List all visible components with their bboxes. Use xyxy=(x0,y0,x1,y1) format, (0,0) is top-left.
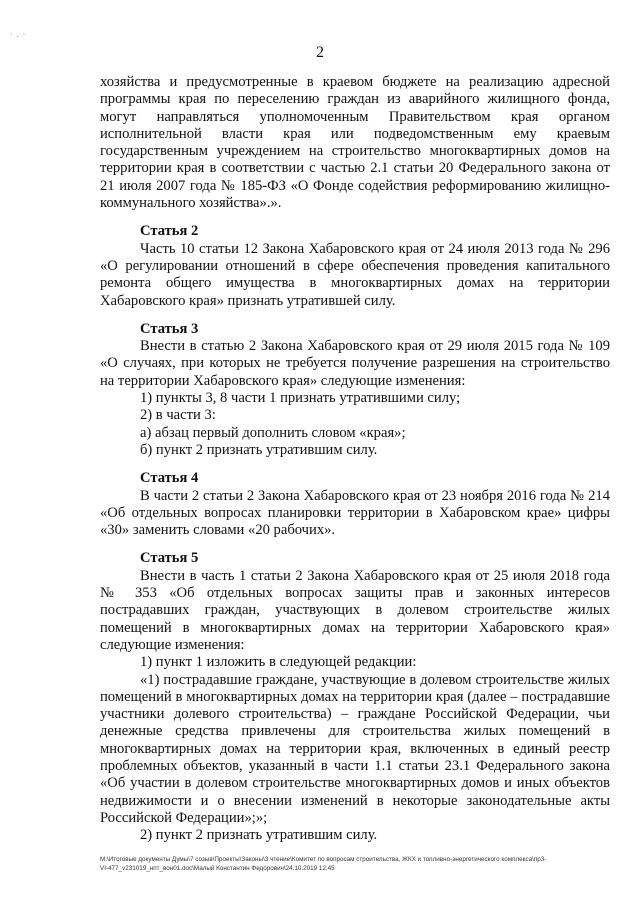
document-body xyxy=(100,74,610,844)
file-path-footer xyxy=(100,855,620,873)
article-3-item: 2) в части 3: xyxy=(140,407,216,424)
corner-mark: · . · xyxy=(10,30,27,39)
article-4-heading: Статья 4 xyxy=(140,470,199,487)
article-2-paragraph: Часть 10 статьи 12 Закона Хабаровского края от 24 июля 2013 года № 296 «О регулировании отношений в сфере обеспечения проведения капитального ремонта общего имущества в многоквартирных домах на территории Хабаровского края» признать утратившей силу. xyxy=(100,240,610,309)
intro-paragraph: хозяйства и предусмотренные в краевом бюджете на реализацию адресной программы края по переселению граждан из аварийного жилищного фонда, могут направляться уполномоченным Правительством края органом исполнительной власти края или подведомственным ему краевым государственным учреждением на строительство многоквартирных домов на территории края в соответствии с частью 2.1 статьи 20 Федерального закона от 21 июля 2007 года № 185-ФЗ «О Фонде содействия реформированию жилищно-коммунального хозяйства».». xyxy=(100,74,610,212)
article-3-subitem: б) пункт 2 признать утратившим силу. xyxy=(140,441,378,458)
article-5-quote: «1) пострадавшие граждане, участвующие в долевом строительстве жилых помещений в многоквартирных домах на территории края (далее – пострадавшие участники долевого строительства) – граждане Российской Федерации, чьи денежные средства привлечены для строительства жилых помещений в многоквартирных домах на территории края, включенных в единый реестр проблемных объектов, указанный в части 1.1 статьи 23.1 Федерального закона «Об участии в долевом строительстве многоквартирных домов и иных объектов недвижимости и о внесении изменений в некоторые законодательные акты Российской Федерации»;»; xyxy=(100,671,610,826)
article-3-paragraph: Внести в статью 2 Закона Хабаровского края от 29 июля 2015 года № 109 «О случаях, при которых не требуется получение разрешения на строительство на территории Хабаровского края» следующие изменения: xyxy=(100,338,610,389)
article-4-paragraph: В части 2 статьи 2 Закона Хабаровского края от 23 ноября 2016 года № 214 «Об отдельных вопросах планировки территории в Хабаровском крае» цифры «30» заменить словами «20 рабочих». xyxy=(100,487,610,539)
footer-path-line: М:\Итоговые документы Думы\7 созыв\Проекты\Законы\3 чтение\Комитет по вопросам строительства, ЖКХ и топливно-энергетического комплекса\пр3- xyxy=(100,856,547,863)
article-3-subitem: а) абзац первый дополнить словом «края»; xyxy=(140,424,406,441)
footer-path-line: VI-477_v231019_нпт_вон01.doc\Малый Константин Федорович\24.10.2019 12:45 xyxy=(100,865,335,872)
article-5-item: 1) пункт 1 изложить в следующей редакции: xyxy=(140,654,417,671)
article-5-heading: Статья 5 xyxy=(140,550,199,567)
article-3-heading: Статья 3 xyxy=(140,320,199,337)
article-2-heading: Статья 2 xyxy=(140,223,199,240)
article-5-paragraph: Внести в часть 1 статьи 2 Закона Хабаровского края от 25 июля 2018 года № 353 «Об отдельных вопросах защиты прав и законных интересов пострадавших граждан, участвующих в долевом строительстве жилых помещений в многоквартирных домах на территории Хабаровского края» следующие изменения: xyxy=(100,567,610,653)
article-5-item: 2) пункт 2 признать утратившим силу. xyxy=(140,827,378,844)
page-number: 2 xyxy=(316,44,324,61)
article-3-item: 1) пункты 3, 8 части 1 признать утратившими силу; xyxy=(140,390,461,407)
